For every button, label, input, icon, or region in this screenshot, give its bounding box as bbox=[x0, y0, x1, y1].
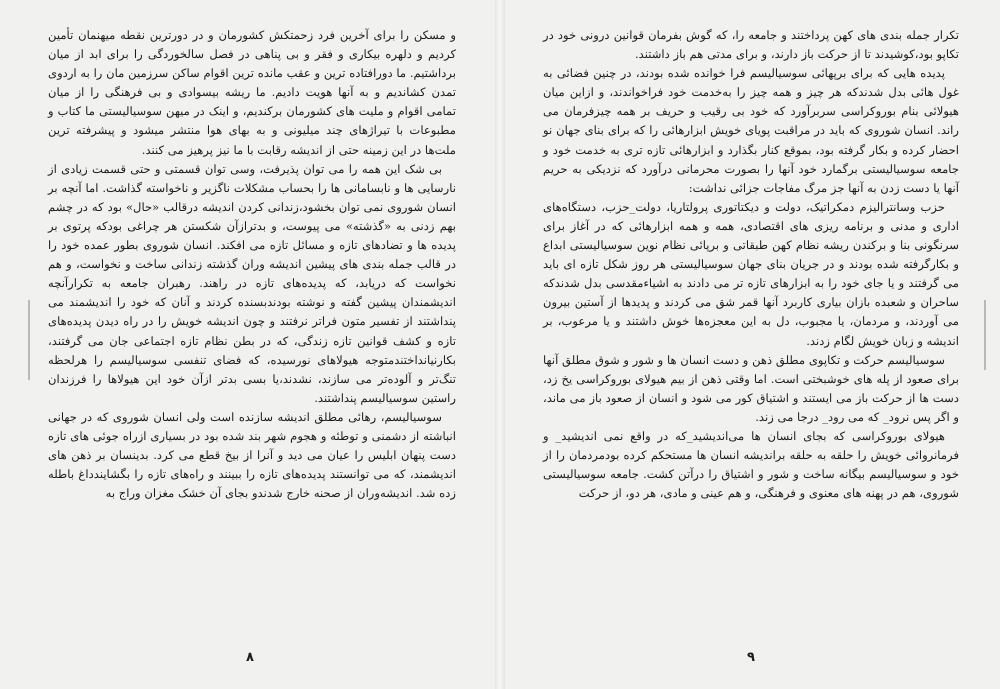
left-margin-mark bbox=[28, 300, 30, 380]
left-paragraph-1: و مسکن را برای آخرین فرد زحمتکش کشورمان و در دورترین نقطه میهنمان تأمین کردیم و دلهره بیکاری و فقر و بی پناهی در فصل سالخوردگی را برای ابد از میان برداشتیم. ما دورافتاده ترین و عقب مانده ترین اقوام ساکن سرزمین مان را به اردوی تمدن کشاندیم و به آنها هویت دادیم. ما ریشه بیسوادی و بی فرهنگی را از میان تمامی اقوام و ملیت های کشورمان برکندیم، و اینک در میهن سوسیالیستی ما کتاب و مطبوعات با تیراژهای چند میلیونی و به بهای هوا منتشر میشود و پیشرفته ترین ملت‌ها در این زمینه حتی از اندیشه رقابت با ما نیز پرهیز می کنند. bbox=[48, 28, 456, 157]
left-page-text bbox=[48, 26, 456, 503]
left-page-number: ٨ bbox=[246, 650, 254, 665]
right-paragraph-2: پدیده هایی که برای بر‌پهائی سوسیالیسم فرا خوانده شده بودند، در چنین فضائی به غول هائی بدل شدندکه هر چیز و همه چیز را به‌خدمت خود فراخواندند، و ازاین میان هیولائی بنام بوروکراسی سربرآورد که خود بی رقیب و حریف بر همه چیزفرمان می راند. انسان شوروی که باید در مراقبت پویای خویش ابزارهائی را که برای بنای جهان نو احضار کرده و بکار گرفته بود، بموقع کنار بگذارد و ابزارهائی تازه تری به خدمت خود و جامعه سوسیالیستی برگمارد خود آنها را بصورت محرمانی درآورد که نزدیکی به حریم آنها یا دست زدن به آنها جز مرگ مفاجات جزائی نداشت: bbox=[543, 66, 959, 195]
right-page-text bbox=[543, 26, 959, 503]
right-paragraph-4: سوسیالیسم حرکت و تکاپوی مطلق ذهن و دست انسان ها و شور و شوق مطلق آنها برای صعود از پله های خوشبختی است. اما وقتی ذهن از بیم هیولای بوروکراسی یخ زد، دست ها از حرکت باز می ایستند و اشتیاق کور می شود و انسان از صعود باز می ماند، و اگر پس نرود_ که می رود_ درجا می زند. bbox=[543, 352, 959, 424]
right-page bbox=[500, 0, 1000, 689]
right-page-number: ٩ bbox=[747, 650, 755, 665]
right-paragraph-3: حزب وسانترالیزم دمکراتیک، دولت و دیکتاتوری پرولتاریا، دولت_حزب، دستگاه‌های اداری و مدنی و برنامه ریزی های اقتصادی، همه و همه ابزارهائی که در آغاز برای سرنگونی بنا و برکندن ریشه نظام کهن طبقاتی و برپائی نظام نوین سوسیالیستی ابداع و بکارگرفته شده بودند و در جریان بنای جهان سوسیالیستی هر روز شکل تازه ای باید می گرفتند و یا جای خود را به ابزارهای تازه تر می دادند به اشیاءمقدسی بدل شدندکه ساحران و شعبده بازان بیاری کاربرد آنها قمر شق می کردند و پدیدها از آستین بیرون می آوردند، و مردمان، یا مجبوب، دل به این معجزه‌ها خوش داشتند و یا مرعوب، بر اندیشه و زبان خویش لگام زدند. bbox=[543, 199, 960, 348]
right-paragraph-5: هیولای بوروکراسی که بجای انسان ها می‌اندیشید_که در واقع نمی اندیشید_ و فرمانروائی خویش را حلقه به حلقه بر‌اندیشه انسان ها مستحکم کرده بودمردمان را از خود و سوسیالیسم بیگانه ساخت و شور و اشتیاق را در‌آتن کشت. جامعه سوسیالیستی شوروی، هم در پهنه های معنوی و فرهنگی، و هم عینی و مادی، هر دو، از حرکت bbox=[543, 428, 959, 501]
right-margin-mark bbox=[984, 300, 986, 370]
left-paragraph-2: بی شک این همه را می توان پذیرفت، وسی توان قسمتی و حتی قسمت زیادی از نارسایی ها و نابسامانی ها را بحساب مشکلات ناگزیر و ناخواسته گذاشت. اما آنچه بر انسان شوروی نمی توان بخشود،زندانی کردن اندیشه درقالب «حال» بود که در چشم بهم زدنی به «گذشته» می پیوست، و بدترازآن شکستن هر چراغی بودکه پرتوی بر پدیده ها و تضادهای تازه و مسائل تازه می افکند. انسان شوروی بطور عمده خود را در قالب جمله بندی های پیشین اندیشه وران گذشته زندانی ساخت و نخواست، و هم نخواست که دریابد، که پدیده‌های تازه در راهند. رهبران جامعه به تکرارآنچه اندیشمندان پیشین گفته و نوشته بودندبسنده کردند و آنان که خود را اندیشمند می پنداشتند از تفسیر متون فراتر نرفتند و چون اندیشه خویش را در راه دیدن پدیده‌های تازه و کشف قوانین تازه زندگی، که در بطن نظام تازه اجتماعی جان می گرفتند، بکارنیانداختندمتوجه هیولاهای نورسیده، که فضای تنفسی سوسیالیسم را هرلحظه تنگ‌تر و آلوده‌تر می سازند، نشدند،یا بسی بدتر ازآن خود این هیولاها را فرزندان راستین سوسیالیسم پنداشتند. bbox=[48, 161, 457, 405]
left-paragraph-3: سوسیالیسم، رهائی مطلق اندیشه سازنده است ولی انسان شوروی که در جهانی انباشته از دشمنی و توطئه و هجوم شهر بند شده بود در بسیاری ازراه جوئی های تازه دست پنهان ابلیس را عیان می دید و آنرا از بیخ قطع می کرد. بدینسان بر ذهن های اندیشمند، که می توانستند پدیده‌های تازه را ببینند و راه‌های تازه را بگشایندداغ باطله زده شد. اندیشه‌وران از صحنه خارج شدندو بجای آن خشک مغزان وراج به bbox=[48, 409, 456, 501]
right-paragraph-1: تکرار جمله بندی های کهن پرداختند و جامعه را، که گوش بفرمان قوانین درونی خود در تکاپو بود،کوشیدند تا از حرکت باز دارند، و برای مدتی هم باز داشتند. bbox=[543, 28, 959, 62]
